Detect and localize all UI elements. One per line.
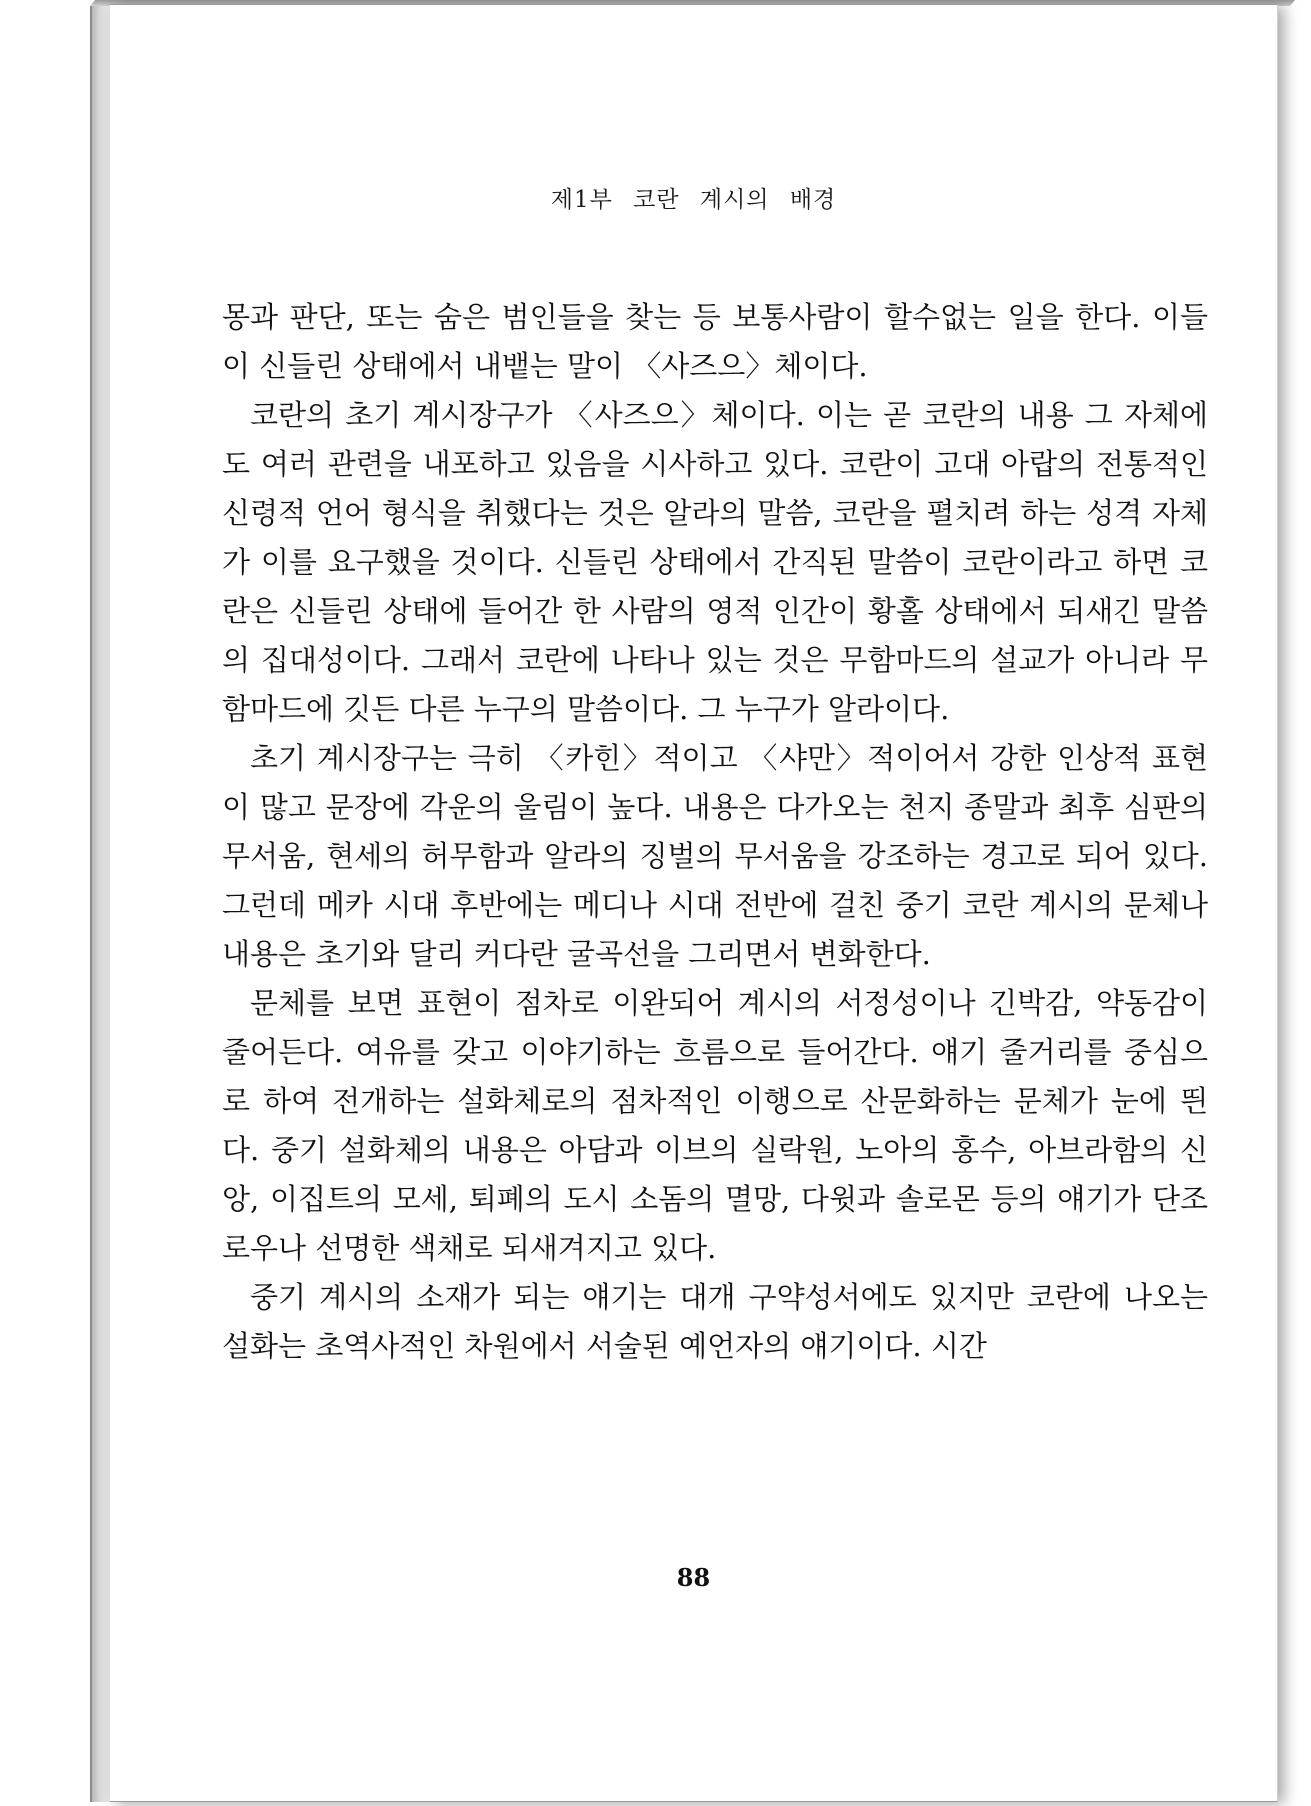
paragraph: 초기 계시장구는 극히 〈카힌〉적이고 〈샤만〉적이어서 강한 인상적 표현이 많고 문장에 각운의 울림이 높다. 내용은 다가오는 천지 종말과 최후 심판의 무서움, 현세의 허무함과 알라의 징벌의 무서움을 강조하는 경고로 되어 있다. 그런데 메카 시대 후반에는 메디나 시대 전반에 걸친 중기 코란 계시의 문체나 내용은 초기와 달리 커다란 굴곡선을 그리면서 변화한다. (222, 741, 1208, 971)
page-number: 88 (676, 1563, 711, 1592)
page-body (222, 293, 1208, 1371)
paragraph: 중기 계시의 소재가 되는 얘기는 대개 구약성서에도 있지만 코란에 나오는 설화는 초역사적인 차원에서 서술된 예언자의 얘기이다. 시간 (222, 1280, 1208, 1363)
paragraph: 문체를 보면 표현이 점차로 이완되어 계시의 서정성이나 긴박감, 약동감이 줄어든다. 여유를 갖고 이야기하는 흐름으로 들어간다. 얘기 줄거리를 중심으로 하여 전개하는 설화체로의 점차적인 이행으로 산문화하는 문체가 눈에 띈다. 중기 설화체의 내용은 아담과 이브의 실락원, 노아의 홍수, 아브라함의 신앙, 이집트의 모세, 퇴폐의 도시 소돔의 멸망, 다윗과 솔로몬 등의 얘기가 단조로우나 선명한 색채로 되새겨지고 있다. (222, 986, 1208, 1265)
book-spine (90, 6, 112, 1802)
paragraph: 몽과 판단, 또는 숨은 범인들을 찾는 등 보통사람이 할수없는 일을 한다. 이들이 신들린 상태에서 내뱉는 말이 〈사즈으〉체이다. (222, 300, 1208, 383)
running-header: 제1부 코란 계시의 배경 (550, 187, 837, 213)
paragraph: 코란의 초기 계시장구가 〈사즈으〉체이다. 이는 곧 코란의 내용 그 자체에도 여러 관련을 내포하고 있음을 시사하고 있다. 코란이 고대 아랍의 전통적인 신령적 언어 형식을 취했다는 것은 알라의 말씀, 코란을 펼치려 하는 성격 자체가 이를 요구했을 것이다. 신들린 상태에서 간직된 말씀이 코란이라고 하면 코란은 신들린 상태에 들어간 한 사람의 영적 인간이 황홀 상태에서 되새긴 말씀의 집대성이다. 그래서 코란에 나타나 있는 것은 무함마드의 설교가 아니라 무함마드에 깃든 다른 누구의 말씀이다. 그 누구가 알라이다. (222, 398, 1208, 726)
book-page (110, 4, 1278, 1802)
